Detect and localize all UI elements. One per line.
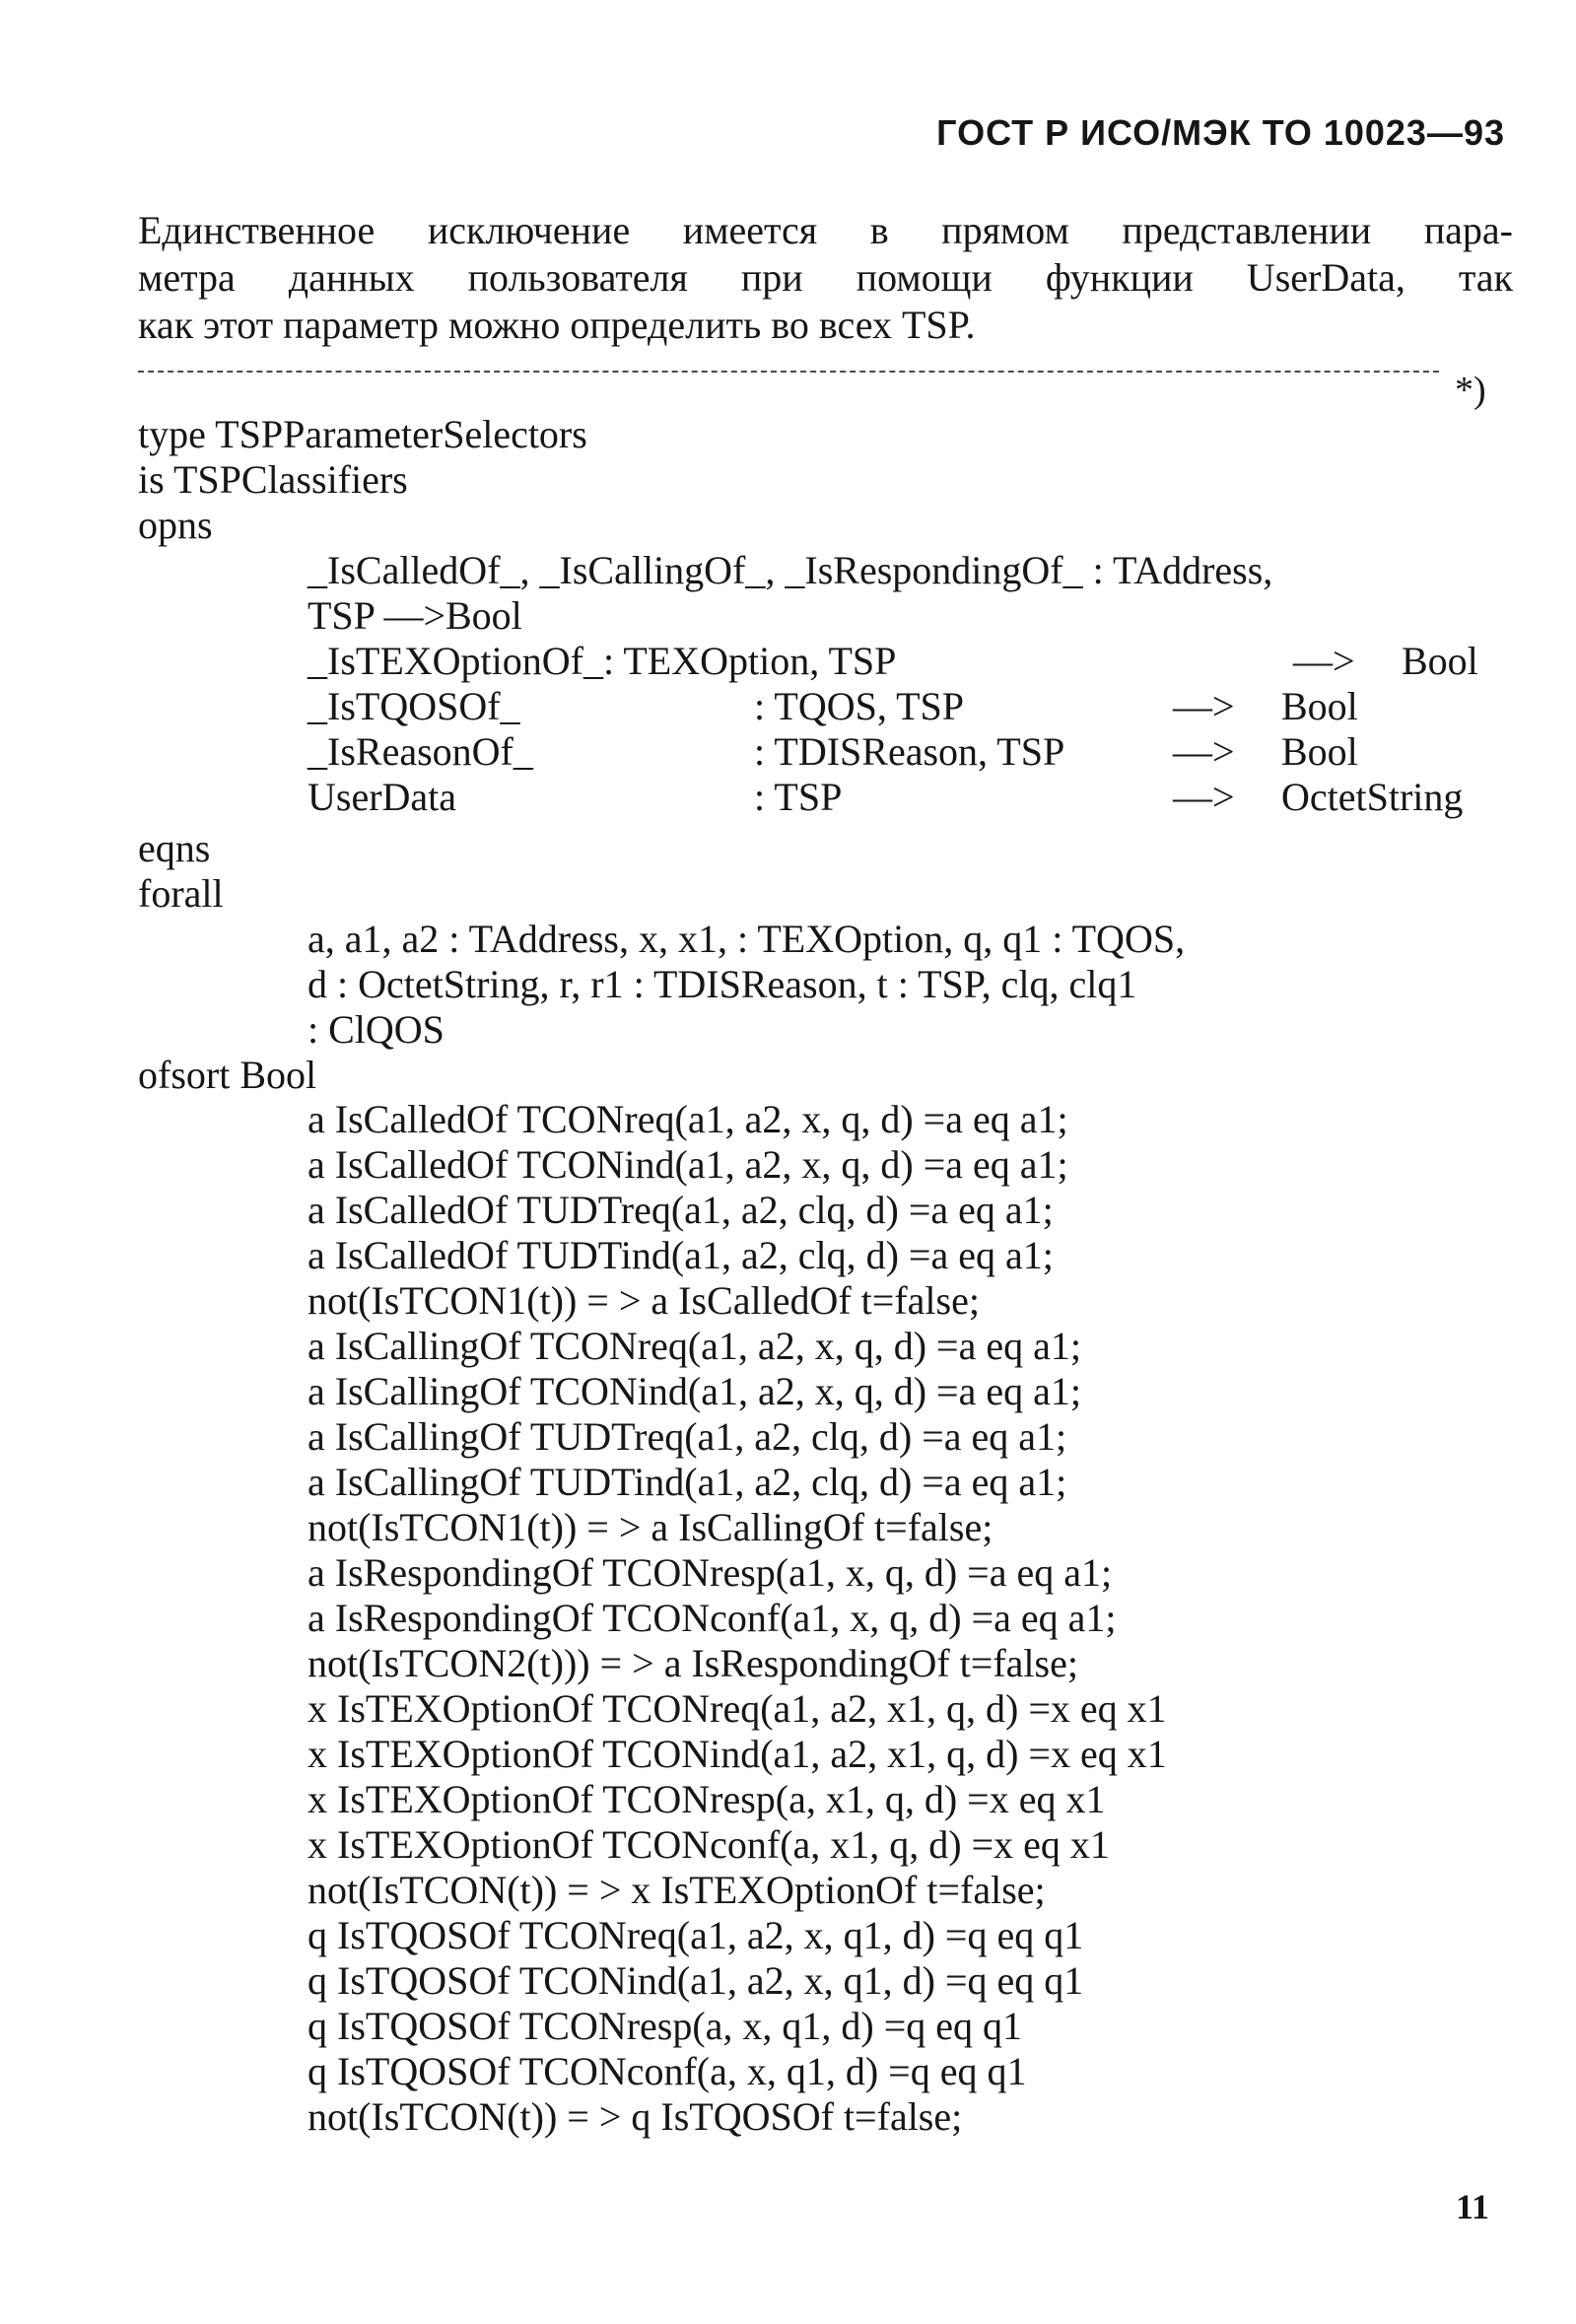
ofsort-line: ofsort Bool: [138, 1053, 317, 1097]
type-declaration: type TSPParameterSelectors: [138, 412, 587, 456]
opns-row-args: : TQOS, TSP: [754, 684, 965, 728]
equation-line: q IsTQOSOf TCONind(a1, a2, x, q1, d) =q eq q1: [308, 1958, 1084, 2003]
opns-line: _IsCalledOf_, _IsCallingOf_, _IsRespondingOf_ : TAddress,: [308, 548, 1273, 592]
equation-line: a IsRespondingOf TCONconf(a1, x, q, d) =a eq a1;: [308, 1596, 1117, 1640]
opns-row-name: _IsReasonOf_: [308, 729, 533, 774]
opns-row-arrow: —>: [1173, 775, 1235, 819]
comment-end-marker: *): [1455, 370, 1486, 411]
eqns-keyword: eqns: [138, 826, 211, 870]
opns-line: TSP —>Bool: [308, 593, 522, 638]
intro-line: метра данных пользователя при помощи функции UserData, так: [138, 255, 1513, 300]
equation-line: not(IsTCON(t)) = > q IsTQOSOf t=false;: [308, 2094, 963, 2139]
equation-line: a IsCalledOf TUDTind(a1, a2, clq, d) =a eq a1;: [308, 1233, 1054, 1277]
page-number: 11: [1455, 2187, 1489, 2226]
equation-line: not(IsTCON(t)) = > x IsTEXOptionOf t=false;: [308, 1868, 1046, 1912]
opns-keyword: opns: [138, 503, 213, 547]
dashed-separator: [138, 371, 1439, 373]
is-declaration: is TSPClassifiers: [138, 457, 408, 502]
equation-line: x IsTEXOptionOf TCONind(a1, a2, x1, q, d) =x eq x1: [308, 1732, 1167, 1776]
equation-line: x IsTEXOptionOf TCONconf(a, x1, q, d) =x eq x1: [308, 1822, 1110, 1867]
equation-line: a IsCalledOf TUDTreq(a1, a2, clq, d) =a eq a1;: [308, 1188, 1054, 1232]
equation-line: not(IsTCON1(t)) = > a IsCallingOf t=false;: [308, 1505, 994, 1549]
equation-line: x IsTEXOptionOf TCONreq(a1, a2, x1, q, d) =x eq x1: [308, 1686, 1167, 1731]
opns-row-result: Bool: [1281, 729, 1358, 774]
intro-line: как этот параметр можно определить во всех TSP.: [138, 303, 976, 347]
opns-row-result: Bool: [1281, 684, 1358, 728]
equation-line: q IsTQOSOf TCONconf(a, x, q1, d) =q eq q1: [308, 2049, 1027, 2093]
equation-line: a IsCallingOf TUDTind(a1, a2, clq, d) =a eq a1;: [308, 1460, 1067, 1504]
opns-row-name: _IsTQOSOf_: [308, 684, 520, 728]
running-header: ГОСТ Р ИСО/МЭК ТО 10023—93: [936, 112, 1505, 153]
forall-line: : ClQOS: [308, 1007, 445, 1052]
opns-row-result: OctetString: [1281, 775, 1464, 819]
equation-line: not(IsTCON2(t))) = > a IsRespondingOf t=false;: [308, 1641, 1078, 1685]
intro-paragraph: [138, 207, 1513, 349]
opns-row-name: UserData: [308, 775, 457, 819]
intro-line: Единственное исключение имеется в прямом представлении пара-: [138, 208, 1513, 252]
opns-row-args: : TSP: [754, 775, 843, 819]
equation-line: a IsRespondingOf TCONresp(a1, x, q, d) =a eq a1;: [308, 1550, 1113, 1595]
forall-line: d : OctetString, r, r1 : TDISReason, t : TSP, clq, clq1: [308, 962, 1137, 1006]
equation-line: not(IsTCON1(t)) = > a IsCalledOf t=false;: [308, 1278, 980, 1323]
equation-line: q IsTQOSOf TCONreq(a1, a2, x, q1, d) =q eq q1: [308, 1913, 1084, 1957]
forall-line: a, a1, a2 : TAddress, x, x1, : TEXOption, q, q1 : TQOS,: [308, 917, 1186, 961]
equation-line: a IsCallingOf TCONind(a1, a2, x, q, d) =a eq a1;: [308, 1369, 1081, 1413]
opns-row-args: : TDISReason, TSP: [754, 729, 1065, 774]
opns-row-arrow: —>: [1293, 639, 1355, 683]
opns-row-arrow: —>: [1173, 684, 1235, 728]
opns-row-name: _IsTEXOptionOf_: TEXOption, TSP: [308, 639, 897, 683]
forall-keyword: forall: [138, 871, 224, 916]
equation-line: a IsCallingOf TUDTreq(a1, a2, clq, d) =a eq a1;: [308, 1414, 1067, 1459]
equation-line: a IsCallingOf TCONreq(a1, a2, x, q, d) =a eq a1;: [308, 1324, 1081, 1368]
equation-line: a IsCalledOf TCONreq(a1, a2, x, q, d) =a eq a1;: [308, 1097, 1068, 1141]
equation-line: a IsCalledOf TCONind(a1, a2, x, q, d) =a eq a1;: [308, 1142, 1068, 1187]
opns-row-result: Bool: [1402, 639, 1478, 683]
equation-line: x IsTEXOptionOf TCONresp(a, x1, q, d) =x eq x1: [308, 1777, 1106, 1821]
opns-row-arrow: —>: [1173, 729, 1235, 774]
equation-line: q IsTQOSOf TCONresp(a, x, q1, d) =q eq q1: [308, 2004, 1023, 2048]
